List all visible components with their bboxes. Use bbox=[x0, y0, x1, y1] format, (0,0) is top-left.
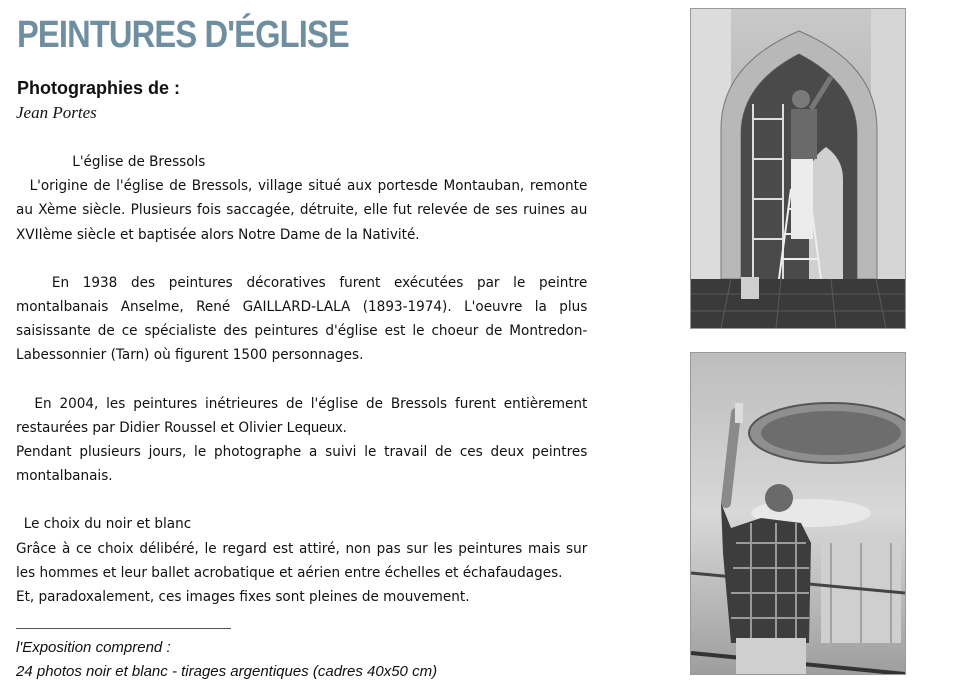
section-heading-bressols: L'église de Bressols bbox=[72, 154, 206, 170]
page-title: PEINTURES D'ÉGLISE bbox=[17, 14, 349, 56]
section-divider bbox=[16, 628, 231, 629]
credits-heading: Photographies de : bbox=[17, 78, 181, 98]
paragraph-2004-end: . bbox=[342, 419, 347, 436]
paragraph-2004 bbox=[16, 392, 587, 440]
exhibition-details: 24 photos noir et blanc - tirages argentiques (cadres 40x50 cm) bbox=[16, 663, 438, 680]
exhibition-info bbox=[16, 636, 437, 684]
photo-arch-painter bbox=[690, 8, 906, 329]
paragraph-2004-text: En 2004, les peintures inétrieures de l'église de Bressols furent entièrement restaurées par Didier Roussel et Olivier bbox=[16, 395, 588, 436]
photographer-name: Jean Portes bbox=[16, 103, 97, 122]
paragraph-photographer: Pendant plusieurs jours, le photographe a suivi le travail de ces deux peintres montalbanais. bbox=[16, 444, 588, 485]
paragraph-origin: L'origine de l'église de Bressols, village situé aux portesde Montauban, remonte au Xème siècle. Plusieurs fois saccagée, détruite, elle fut relevée de ses ruines au XVIIème siècle et baptisée alors Notre Dame de la Nativité. bbox=[16, 178, 588, 243]
photo-ceiling-painter bbox=[690, 352, 906, 675]
paragraph-choice: Grâce à ce choix délibéré, le regard est attiré, non pas sur les peintures mais sur les hommes et leur ballet acrobatique et aérien entre échelles et échafaudages. bbox=[16, 540, 588, 581]
paragraph-movement: Et, paradoxalement, ces images fixes sont pleines de mouvement. bbox=[16, 589, 470, 606]
paragraph-1938: En 1938 des peintures décoratives furent exécutées par le peintre montalbanais Anselme, René GAILLARD-LALA (1893-1974). L'oeuvre la plus saisissante de ce spécialiste des peintures d'église est le choeur de Montredon-Labessonnier (Tarn) où figurent 1500 personnages. bbox=[16, 274, 588, 364]
section-heading-noir-blanc: Le choix du noir et blanc bbox=[23, 516, 192, 533]
exhibition-label: l'Exposition comprend : bbox=[16, 639, 171, 656]
painter-name-lequeux: Lequeux bbox=[286, 418, 343, 436]
article-body bbox=[16, 150, 587, 609]
